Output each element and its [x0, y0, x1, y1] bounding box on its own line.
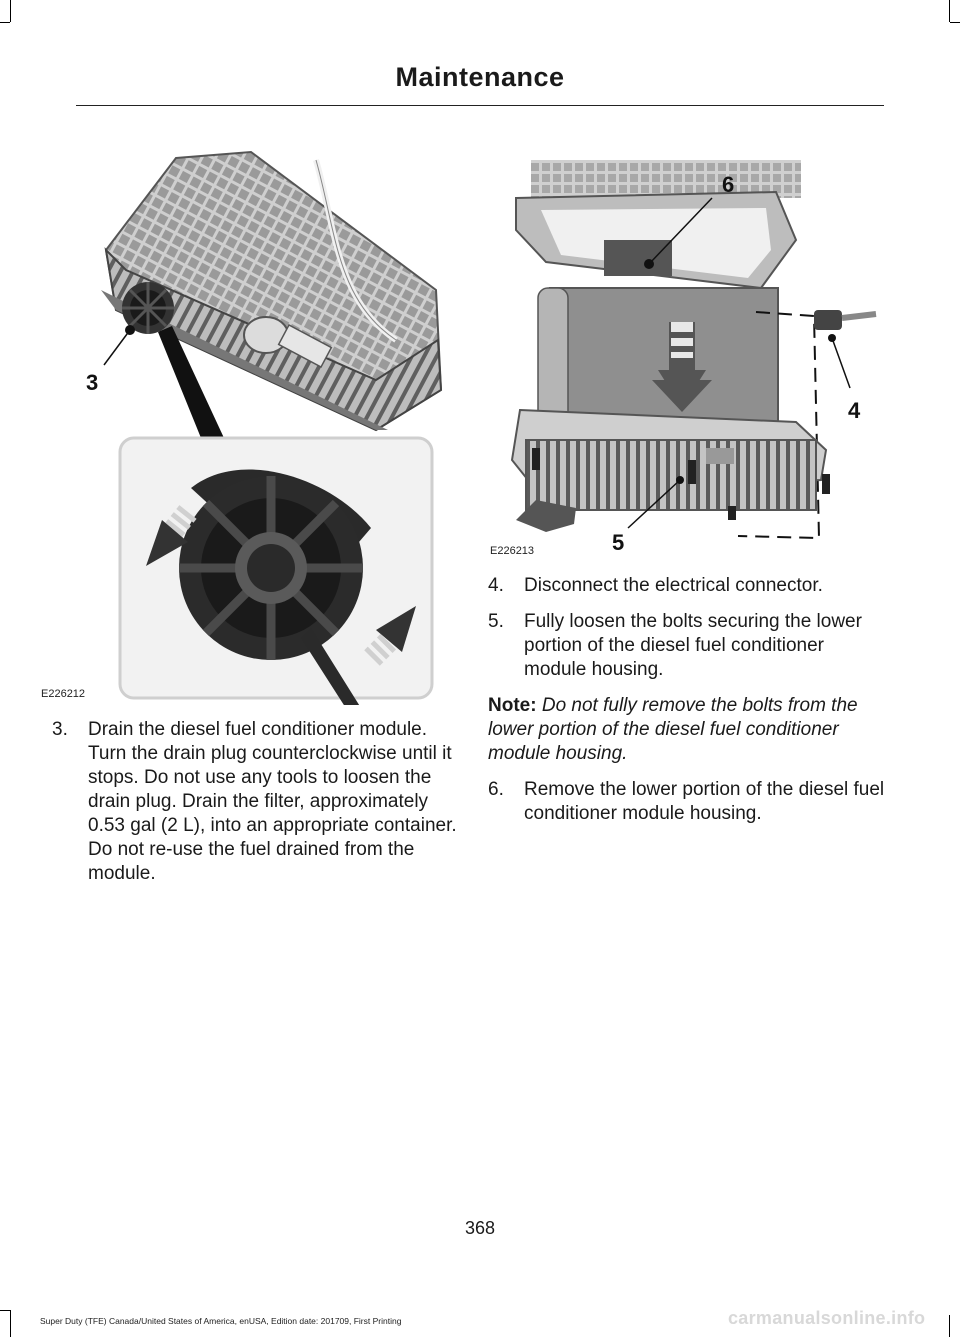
- step-3: [52, 718, 464, 886]
- page-title: Maintenance: [395, 62, 565, 92]
- crop-mark: [950, 22, 960, 23]
- step-number: 4.: [488, 575, 504, 596]
- crop-mark: [0, 22, 10, 23]
- step-4: [488, 574, 886, 598]
- step-number: 3.: [52, 719, 68, 740]
- figure-id: E226213: [490, 545, 535, 557]
- crop-mark: [949, 1315, 950, 1337]
- step-text: Remove the lower portion of the diesel fuel conditioner module housing.: [524, 779, 885, 824]
- step-text: Drain the diesel fuel conditioner module. Turn the drain plug counterclockwise until it stops. Do not use any tools to loosen the drain plug. Drain the filter, approximately 0.53 gal (2 L), into an appropriate container. Do not re-use the fuel drained from the module.: [88, 719, 457, 884]
- watermark[interactable]: carmanualsonline.info: [728, 1308, 926, 1328]
- step-text: Disconnect the electrical connector.: [524, 575, 823, 596]
- step-5: [488, 610, 886, 682]
- callout-4: 4: [848, 398, 861, 423]
- step-number: 5.: [488, 611, 504, 632]
- step-text: Fully loosen the bolts securing the lower portion of the diesel fuel conditioner module housing.: [524, 611, 862, 680]
- page-number: 368: [464, 1218, 496, 1238]
- note-label: Note:: [488, 695, 537, 716]
- callout-3: 3: [86, 370, 99, 395]
- figure-id: E226212: [41, 688, 86, 700]
- crop-mark: [949, 0, 950, 22]
- figure-drain-plug: [41, 140, 446, 705]
- steps-right-column: [488, 574, 886, 838]
- crop-mark: [10, 0, 11, 22]
- upper-housing-illustration: [516, 160, 801, 288]
- lower-housing-illustration: [512, 410, 826, 532]
- note-text: Do not fully remove the bolts from the lower portion of the diesel fuel conditioner module housing.: [488, 695, 858, 764]
- crop-mark: [0, 1310, 10, 1311]
- step-6: [488, 778, 886, 826]
- steps-left-column: [52, 718, 464, 898]
- callout-5: 5: [612, 530, 625, 555]
- footer-edition: Super Duty (TFE) Canada/United States of America, enUSA, Edition date: 201709, First Printing: [40, 1316, 402, 1326]
- figure-lower-housing: [486, 140, 886, 560]
- crop-mark: [10, 1310, 11, 1337]
- callout-6: 6: [722, 172, 735, 197]
- step-number: 6.: [488, 779, 504, 800]
- electrical-connector-illustration: [814, 310, 876, 330]
- header-divider: [76, 105, 884, 106]
- note: [488, 694, 886, 766]
